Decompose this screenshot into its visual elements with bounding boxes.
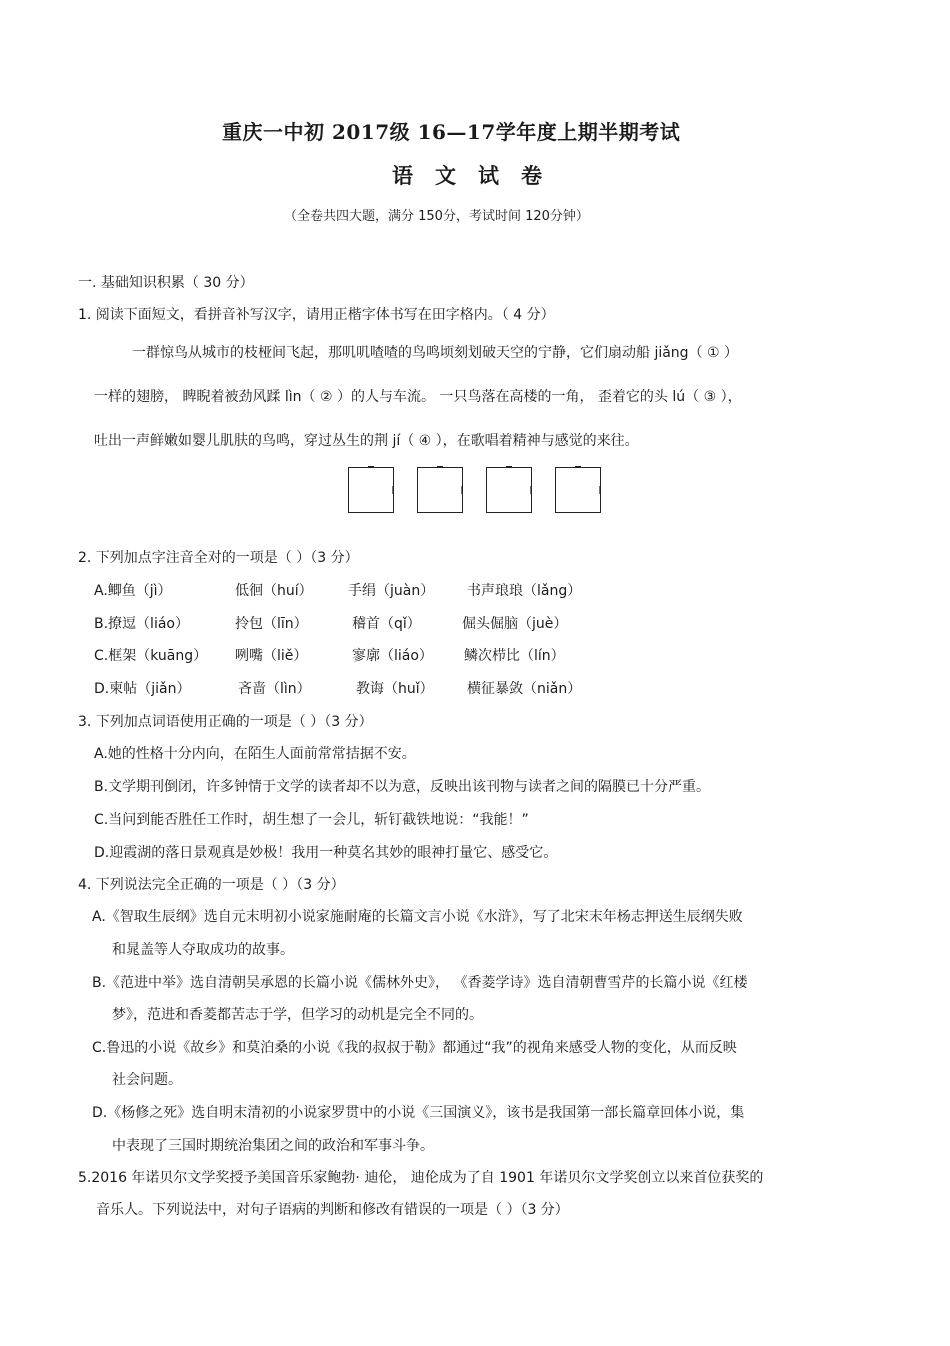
q2-option: 拎包（līn） <box>235 616 308 632</box>
section-heading: 一. 基础知识积累（ 30 分） <box>78 275 254 291</box>
q2-option: A.鲫鱼（jì） <box>94 583 172 599</box>
q2-option: D.柬帖（jiǎn） <box>94 681 191 697</box>
q1-passage-line: 一群惊鸟从城市的枝桠间飞起，那叽叽喳喳的鸟鸣顷刻划破天空的宁静，它们扇动船 jiǎng（ ① ） <box>132 345 739 361</box>
q4-option: A.《智取生辰纲》选自元末明初小说家施耐庵的长篇文言小说《水浒》，写了北宋末年杨志押送生辰纲失败 <box>92 909 743 925</box>
exam-title: 重庆一中初 2017级 16—17学年度上期半期考试 <box>222 120 681 144</box>
q2-option: B.撩逗（liáo） <box>94 616 189 632</box>
answer-box[interactable] <box>486 467 532 513</box>
q2-option: 倔头倔脑（juè） <box>462 616 568 632</box>
q4-option-cont: 中表现了三国时期统治集团之间的政治和军事斗争。 <box>112 1138 434 1154</box>
q1-passage-line: 一样的翅膀， 睥睨着被劲风蹂 lìn（ ② ）的人与车流。 一只鸟落在高楼的一角， 歪着它的头 lú（ ③ ）， <box>94 389 742 405</box>
q4-option: D.《杨修之死》选自明末清初的小说家罗贯中的小说《三国演义》，该书是我国第一部长篇章回体小说，集 <box>92 1105 745 1121</box>
exam-subtitle: 语文试卷 <box>392 163 564 188</box>
exam-note: （全卷共四大题，满分 150分，考试时间 120分钟） <box>284 209 589 224</box>
q4-option: B.《范进中举》选自清朝吴承恩的长篇小说《儒林外史》， 《香菱学诗》选自清朝曹雪芹的长篇小说《红楼 <box>92 975 748 991</box>
q3-option: B.文学期刊倒闭，许多钟情于文学的读者却不以为意，反映出该刊物与读者之间的隔膜已十分严重。 <box>94 779 711 795</box>
q5-stem-cont: 音乐人。下列说法中，对句子语病的判断和修改有错误的一项是（ ）（3 分） <box>96 1202 569 1218</box>
q2-option: 稽首（qǐ） <box>352 616 421 632</box>
q2-option: 鳞次栉比（lín） <box>464 648 565 664</box>
q5-stem: 5.2016 年诺贝尔文学奖授予美国音乐家鲍勃· 迪伦， 迪伦成为了自 1901 年诺贝尔文学奖创立以来首位获奖的 <box>78 1170 764 1186</box>
q2-option: C.框架（kuāng） <box>94 648 208 664</box>
q2-option: 咧嘴（liě） <box>235 648 308 664</box>
q4-option-cont: 社会问题。 <box>112 1072 182 1088</box>
q4-stem: 4. 下列说法完全正确的一项是（ ）（3 分） <box>78 877 345 893</box>
q2-option: 手绢（juàn） <box>348 583 435 599</box>
q3-option: C.当问到能否胜任工作时，胡生想了一会儿，斩钉截铁地说：“我能！” <box>94 812 529 828</box>
q2-option: 寥廓（liáo） <box>352 648 433 664</box>
q2-option: 横征暴敛（niǎn） <box>467 681 582 697</box>
q4-option: C.鲁迅的小说《故乡》和莫泊桑的小说《我的叔叔于勒》都通过“我”的视角来感受人物的变化，从而反映 <box>92 1040 737 1056</box>
q2-stem: 2. 下列加点字注音全对的一项是（ ）（3 分） <box>78 550 359 566</box>
q2-option: 教诲（huǐ） <box>356 681 434 697</box>
q1-passage-line: 吐出一声鲜嫩如婴儿肌肤的鸟鸣，穿过丛生的荆 jí（ ④ ），在歌唱着精神与感觉的来往。 <box>94 433 639 449</box>
q3-option: D.迎霞湖的落日景观真是妙极！我用一种莫名其妙的眼神打量它、感受它。 <box>94 845 558 861</box>
q1-stem: 1. 阅读下面短文，看拼音补写汉字，请用正楷字体书写在田字格内。（ 4 分） <box>78 307 555 323</box>
tianzige-grid <box>348 467 603 513</box>
q3-option: A.她的性格十分内向，在陌生人面前常常拮据不安。 <box>94 746 416 762</box>
answer-box[interactable] <box>348 467 394 513</box>
q2-option: 吝啬（lìn） <box>238 681 311 697</box>
q4-option-cont: 和晁盖等人夺取成功的故事。 <box>112 942 294 958</box>
answer-box[interactable] <box>417 467 463 513</box>
answer-box[interactable] <box>555 467 601 513</box>
q4-option-cont: 梦》，范进和香菱都苦志于学，但学习的动机是完全不同的。 <box>112 1007 483 1023</box>
q3-stem: 3. 下列加点词语使用正确的一项是（ ）（3 分） <box>78 714 373 730</box>
q2-option: 书声琅琅（lǎng） <box>467 583 582 599</box>
q2-option: 低徊（huí） <box>235 583 313 599</box>
